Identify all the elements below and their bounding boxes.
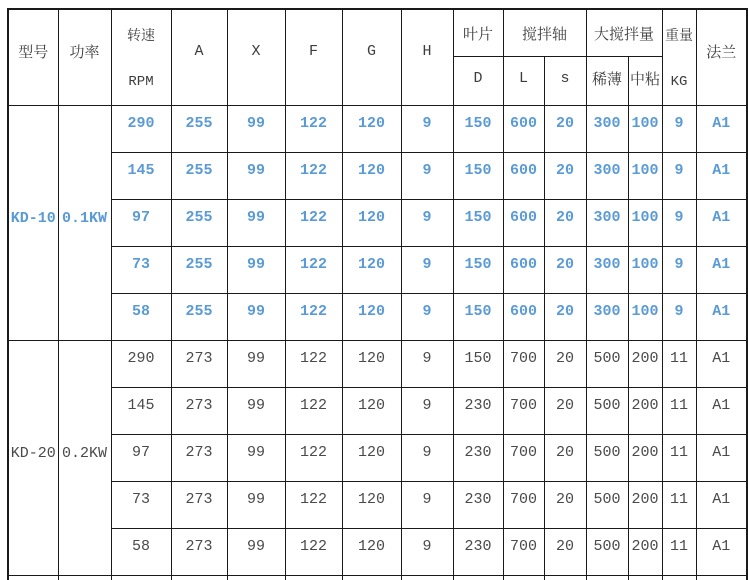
header-flange: 法兰 bbox=[696, 9, 747, 106]
value-cell: 99 bbox=[227, 388, 285, 435]
value-cell: A1 bbox=[696, 482, 747, 529]
table-row bbox=[8, 294, 747, 341]
value-cell: 11 bbox=[662, 529, 696, 576]
value-cell: 120 bbox=[342, 435, 401, 482]
value-cell: 73 bbox=[111, 247, 171, 294]
value-cell: 600 bbox=[503, 106, 544, 153]
value-cell: 9 bbox=[662, 247, 696, 294]
value-cell: 20 bbox=[544, 341, 586, 388]
value-cell: 99 bbox=[227, 341, 285, 388]
value-cell: 20 bbox=[544, 482, 586, 529]
value-cell: 255 bbox=[171, 247, 227, 294]
table-row bbox=[8, 435, 747, 482]
value-cell: 97 bbox=[111, 200, 171, 247]
value-cell: 120 bbox=[342, 153, 401, 200]
value-cell: 600 bbox=[503, 247, 544, 294]
value-cell: 273 bbox=[171, 435, 227, 482]
value-cell: 9 bbox=[401, 247, 453, 294]
value-cell: A1 bbox=[696, 435, 747, 482]
clipped-cell bbox=[171, 576, 227, 580]
power-cell: 0.1KW bbox=[58, 106, 111, 341]
value-cell: 99 bbox=[227, 294, 285, 341]
value-cell: 150 bbox=[453, 200, 503, 247]
value-cell: 200 bbox=[628, 529, 662, 576]
value-cell: 122 bbox=[285, 106, 342, 153]
header-shaft-l: L bbox=[503, 57, 544, 106]
value-cell: 230 bbox=[453, 435, 503, 482]
value-cell: 255 bbox=[171, 200, 227, 247]
value-cell: 99 bbox=[227, 435, 285, 482]
value-cell: 255 bbox=[171, 294, 227, 341]
clipped-cell bbox=[544, 576, 586, 580]
value-cell: 200 bbox=[628, 341, 662, 388]
model-cell: KD-20 bbox=[8, 341, 58, 576]
value-cell: 58 bbox=[111, 529, 171, 576]
value-cell: 500 bbox=[586, 482, 628, 529]
value-cell: 20 bbox=[544, 200, 586, 247]
value-cell: 500 bbox=[586, 388, 628, 435]
value-cell: 99 bbox=[227, 529, 285, 576]
value-cell: 9 bbox=[401, 529, 453, 576]
value-cell: 20 bbox=[544, 294, 586, 341]
value-cell: 700 bbox=[503, 388, 544, 435]
clipped-cell bbox=[628, 576, 662, 580]
value-cell: 11 bbox=[662, 341, 696, 388]
value-cell: 150 bbox=[453, 153, 503, 200]
value-cell: 200 bbox=[628, 388, 662, 435]
value-cell: 300 bbox=[586, 247, 628, 294]
value-cell: 700 bbox=[503, 341, 544, 388]
value-cell: 20 bbox=[544, 106, 586, 153]
value-cell: 9 bbox=[662, 294, 696, 341]
header-shaft-group: 搅拌轴 bbox=[503, 9, 586, 57]
value-cell: 9 bbox=[401, 153, 453, 200]
value-cell: 9 bbox=[401, 341, 453, 388]
power-cell: 0.2KW bbox=[58, 341, 111, 576]
value-cell: 73 bbox=[111, 482, 171, 529]
value-cell: 122 bbox=[285, 529, 342, 576]
value-cell: 600 bbox=[503, 153, 544, 200]
header-speed bbox=[111, 9, 171, 106]
header-dim-f: F bbox=[285, 9, 342, 106]
clipped-row bbox=[8, 576, 747, 580]
value-cell: 150 bbox=[453, 106, 503, 153]
value-cell: 122 bbox=[285, 341, 342, 388]
value-cell: 9 bbox=[401, 482, 453, 529]
clipped-cell bbox=[401, 576, 453, 580]
header-capacity-group: 大搅拌量 bbox=[586, 9, 662, 57]
model-cell: KD-10 bbox=[8, 106, 58, 341]
value-cell: 150 bbox=[453, 294, 503, 341]
value-cell: 145 bbox=[111, 153, 171, 200]
header-weight-label: 重量 bbox=[665, 28, 694, 45]
table-row bbox=[8, 153, 747, 200]
value-cell: 700 bbox=[503, 435, 544, 482]
value-cell: 120 bbox=[342, 529, 401, 576]
header-dim-x: X bbox=[227, 9, 285, 106]
value-cell: 500 bbox=[586, 529, 628, 576]
header-dim-a: A bbox=[171, 9, 227, 106]
value-cell: 122 bbox=[285, 294, 342, 341]
value-cell: 230 bbox=[453, 529, 503, 576]
table-row bbox=[8, 482, 747, 529]
table-row bbox=[8, 200, 747, 247]
value-cell: 100 bbox=[628, 247, 662, 294]
value-cell: 230 bbox=[453, 388, 503, 435]
table-row bbox=[8, 106, 747, 153]
value-cell: 300 bbox=[586, 106, 628, 153]
value-cell: A1 bbox=[696, 294, 747, 341]
table-header bbox=[8, 9, 747, 106]
clipped-cell bbox=[8, 576, 58, 580]
value-cell: 273 bbox=[171, 388, 227, 435]
value-cell: 100 bbox=[628, 200, 662, 247]
header-speed-stack bbox=[112, 10, 171, 105]
value-cell: 11 bbox=[662, 435, 696, 482]
value-cell: 300 bbox=[586, 153, 628, 200]
value-cell: 99 bbox=[227, 247, 285, 294]
value-cell: 11 bbox=[662, 388, 696, 435]
value-cell: 122 bbox=[285, 153, 342, 200]
value-cell: 9 bbox=[662, 106, 696, 153]
header-shaft-s: s bbox=[544, 57, 586, 106]
clipped-cell bbox=[696, 576, 747, 580]
value-cell: 122 bbox=[285, 388, 342, 435]
header-dim-g: G bbox=[342, 9, 401, 106]
value-cell: 120 bbox=[342, 341, 401, 388]
value-cell: 100 bbox=[628, 106, 662, 153]
clipped-cell bbox=[111, 576, 171, 580]
value-cell: 99 bbox=[227, 153, 285, 200]
header-capacity-medium: 中粘 bbox=[628, 57, 662, 106]
value-cell: A1 bbox=[696, 341, 747, 388]
value-cell: 200 bbox=[628, 435, 662, 482]
clipped-cell bbox=[342, 576, 401, 580]
value-cell: 200 bbox=[628, 482, 662, 529]
header-speed-label: 转速 bbox=[127, 28, 155, 45]
value-cell: A1 bbox=[696, 153, 747, 200]
value-cell: 9 bbox=[401, 435, 453, 482]
value-cell: 9 bbox=[401, 106, 453, 153]
value-cell: 230 bbox=[453, 482, 503, 529]
value-cell: 120 bbox=[342, 482, 401, 529]
header-blade-group: 叶片 bbox=[453, 9, 503, 57]
clipped-cell bbox=[453, 576, 503, 580]
value-cell: 20 bbox=[544, 529, 586, 576]
header-capacity-thin: 稀薄 bbox=[586, 57, 628, 106]
clipped-cell bbox=[285, 576, 342, 580]
value-cell: 300 bbox=[586, 200, 628, 247]
table-body bbox=[8, 106, 747, 580]
value-cell: 97 bbox=[111, 435, 171, 482]
table-row bbox=[8, 341, 747, 388]
value-cell: 58 bbox=[111, 294, 171, 341]
header-weight-stack bbox=[663, 10, 696, 105]
clipped-cell bbox=[58, 576, 111, 580]
value-cell: 600 bbox=[503, 294, 544, 341]
value-cell: 120 bbox=[342, 247, 401, 294]
value-cell: 9 bbox=[401, 294, 453, 341]
value-cell: 9 bbox=[401, 388, 453, 435]
value-cell: 290 bbox=[111, 106, 171, 153]
value-cell: 99 bbox=[227, 482, 285, 529]
clipped-cell bbox=[662, 576, 696, 580]
value-cell: 700 bbox=[503, 482, 544, 529]
table-row bbox=[8, 529, 747, 576]
header-power: 功率 bbox=[58, 9, 111, 106]
header-model: 型号 bbox=[8, 9, 58, 106]
value-cell: 500 bbox=[586, 341, 628, 388]
value-cell: 20 bbox=[544, 388, 586, 435]
value-cell: 122 bbox=[285, 200, 342, 247]
table-row bbox=[8, 247, 747, 294]
header-weight-unit: KG bbox=[670, 74, 688, 91]
value-cell: 700 bbox=[503, 529, 544, 576]
value-cell: 150 bbox=[453, 247, 503, 294]
value-cell: 11 bbox=[662, 482, 696, 529]
value-cell: 120 bbox=[342, 294, 401, 341]
value-cell: 122 bbox=[285, 435, 342, 482]
value-cell: 9 bbox=[662, 200, 696, 247]
value-cell: 273 bbox=[171, 341, 227, 388]
header-speed-unit: RPM bbox=[128, 74, 154, 91]
value-cell: 273 bbox=[171, 482, 227, 529]
value-cell: 20 bbox=[544, 247, 586, 294]
value-cell: 120 bbox=[342, 388, 401, 435]
clipped-cell bbox=[586, 576, 628, 580]
clipped-cell bbox=[227, 576, 285, 580]
value-cell: 20 bbox=[544, 153, 586, 200]
header-blade-d: D bbox=[453, 57, 503, 106]
value-cell: 9 bbox=[401, 200, 453, 247]
value-cell: 100 bbox=[628, 153, 662, 200]
value-cell: A1 bbox=[696, 106, 747, 153]
value-cell: 500 bbox=[586, 435, 628, 482]
header-weight bbox=[662, 9, 696, 106]
value-cell: A1 bbox=[696, 388, 747, 435]
value-cell: A1 bbox=[696, 247, 747, 294]
table-row bbox=[8, 388, 747, 435]
value-cell: 122 bbox=[285, 482, 342, 529]
value-cell: 120 bbox=[342, 106, 401, 153]
value-cell: 255 bbox=[171, 106, 227, 153]
value-cell: 300 bbox=[586, 294, 628, 341]
clipped-cell bbox=[503, 576, 544, 580]
value-cell: A1 bbox=[696, 200, 747, 247]
value-cell: 9 bbox=[662, 153, 696, 200]
value-cell: 20 bbox=[544, 435, 586, 482]
value-cell: 100 bbox=[628, 294, 662, 341]
value-cell: 120 bbox=[342, 200, 401, 247]
value-cell: 122 bbox=[285, 247, 342, 294]
value-cell: 600 bbox=[503, 200, 544, 247]
value-cell: 290 bbox=[111, 341, 171, 388]
value-cell: 255 bbox=[171, 153, 227, 200]
value-cell: 99 bbox=[227, 106, 285, 153]
header-dim-h: H bbox=[401, 9, 453, 106]
spec-table bbox=[7, 8, 748, 580]
value-cell: 145 bbox=[111, 388, 171, 435]
value-cell: 273 bbox=[171, 529, 227, 576]
value-cell: 150 bbox=[453, 341, 503, 388]
value-cell: A1 bbox=[696, 529, 747, 576]
value-cell: 99 bbox=[227, 200, 285, 247]
